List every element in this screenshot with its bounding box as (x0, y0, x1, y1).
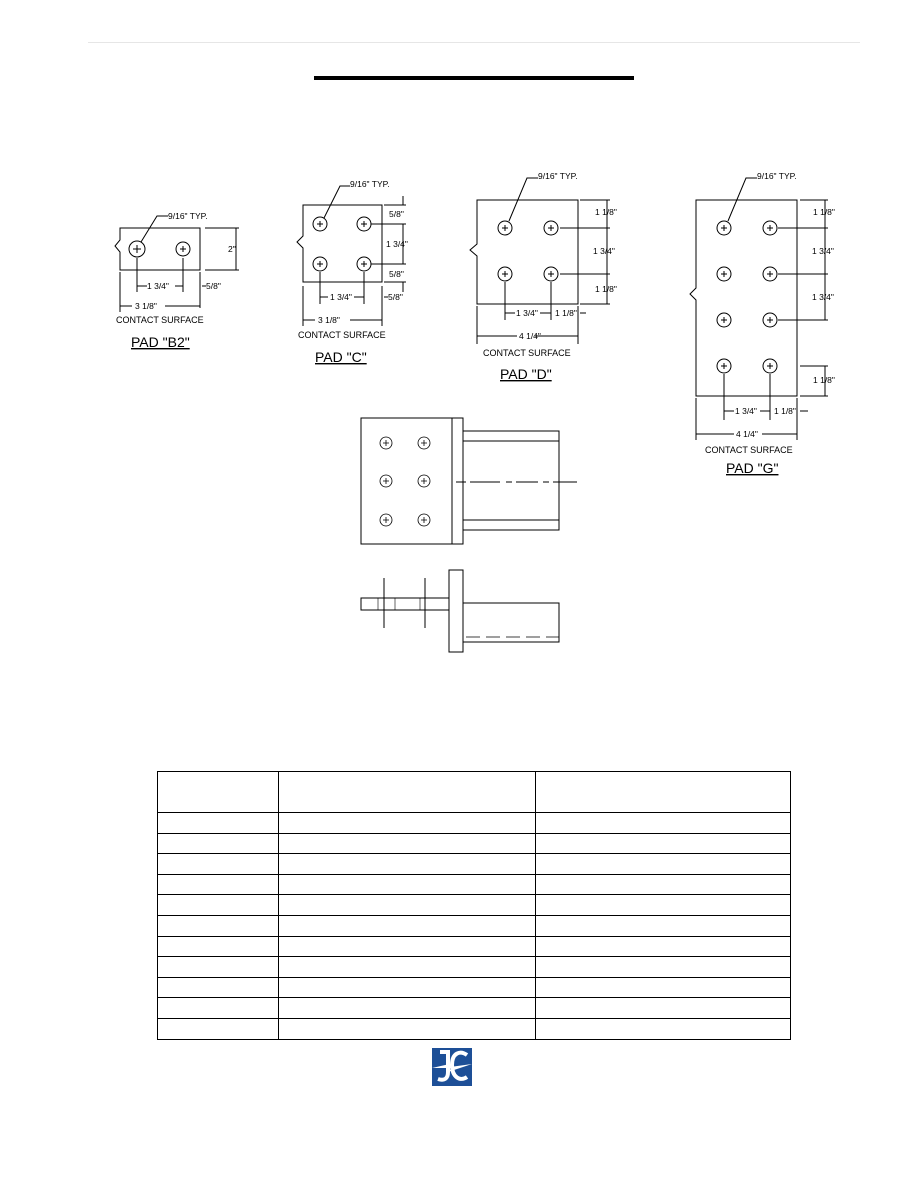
pad-g-contact: CONTACT SURFACE (705, 445, 793, 455)
pad-c-dim: 5/8" (389, 209, 404, 219)
pad-d-dim: 4 1/4" (519, 331, 541, 341)
table-cell (158, 936, 279, 957)
table-cell (536, 957, 791, 978)
pad-d-dim: 1 1/8" (555, 308, 577, 318)
table-cell (536, 895, 791, 916)
pad-c-dim: 1 3/4" (330, 292, 352, 302)
table-cell (279, 936, 536, 957)
table-row (158, 895, 791, 916)
table-row (158, 1018, 791, 1039)
company-logo (432, 1048, 472, 1086)
pad-b2-contact: CONTACT SURFACE (116, 315, 204, 325)
table-cell (158, 813, 279, 834)
pad-g-dim: 1 1/8" (813, 375, 835, 385)
table-cell (279, 854, 536, 875)
table-row (158, 833, 791, 854)
pad-d-hole-note: 9/16" TYP. (538, 171, 578, 181)
table-cell (158, 895, 279, 916)
table-cell (279, 957, 536, 978)
table-cell (158, 833, 279, 854)
pad-b2-label: PAD "B2" (131, 334, 190, 350)
pad-c-contact: CONTACT SURFACE (298, 330, 386, 340)
table-header-cell (158, 772, 279, 813)
table-row (158, 915, 791, 936)
pad-g-label: PAD "G" (726, 460, 779, 476)
table-cell (536, 915, 791, 936)
pad-b2-dim: 5/8" (206, 281, 221, 291)
table-cell (279, 977, 536, 998)
table-cell (158, 957, 279, 978)
pad-g-dim: 1 1/8" (813, 207, 835, 217)
table-cell (279, 813, 536, 834)
table-cell (279, 895, 536, 916)
table-cell (279, 998, 536, 1019)
pad-c-hole-note: 9/16" TYP. (350, 179, 390, 189)
pad-d-dim: 1 3/4" (516, 308, 538, 318)
pad-g-dim: 1 3/4" (735, 406, 757, 416)
pad-g-dim: 1 1/8" (774, 406, 796, 416)
pad-g-dim: 1 3/4" (812, 292, 834, 302)
data-table (157, 771, 791, 1040)
pad-d-drawing (470, 178, 610, 344)
assembly-side-view (361, 570, 559, 652)
pad-b2-dim: 3 1/8" (135, 301, 157, 311)
table-row (158, 998, 791, 1019)
pad-c-dim: 5/8" (388, 292, 403, 302)
pad-b2-drawing (115, 216, 239, 312)
table-header-cell (536, 772, 791, 813)
pad-g-dim: 1 3/4" (812, 246, 834, 256)
table-cell (536, 874, 791, 895)
pad-b2-dim: 2" (228, 244, 236, 254)
table-cell (279, 915, 536, 936)
table-cell (158, 977, 279, 998)
table-cell (279, 1018, 536, 1039)
table-cell (158, 998, 279, 1019)
table-cell (158, 874, 279, 895)
table-cell (536, 854, 791, 875)
table-cell (279, 833, 536, 854)
pad-d-dim: 1 3/4" (593, 246, 615, 256)
table-cell (536, 977, 791, 998)
table-cell (279, 874, 536, 895)
table-header-row (158, 772, 791, 813)
pad-d-dim: 1 1/8" (595, 284, 617, 294)
table-cell (158, 1018, 279, 1039)
table-header-cell (279, 772, 536, 813)
pad-d-dim: 1 1/8" (595, 207, 617, 217)
table-row (158, 813, 791, 834)
assembly-front-view (361, 418, 577, 544)
pad-d-contact: CONTACT SURFACE (483, 348, 571, 358)
table-cell (536, 936, 791, 957)
pad-c-dim: 5/8" (389, 269, 404, 279)
pad-c-drawing (297, 186, 406, 326)
pad-g-hole-note: 9/16" TYP. (757, 171, 797, 181)
pad-b2-hole-note: 9/16" TYP. (168, 211, 208, 221)
table-row (158, 957, 791, 978)
table-row (158, 977, 791, 998)
pad-g-dim: 4 1/4" (736, 429, 758, 439)
table-cell (158, 854, 279, 875)
jc-logo-icon (432, 1048, 472, 1086)
table-row (158, 936, 791, 957)
pad-d-label: PAD "D" (500, 366, 552, 382)
pad-c-dim: 1 3/4" (386, 239, 408, 249)
table-cell (536, 833, 791, 854)
pad-c-label: PAD "C" (315, 349, 367, 365)
table-row (158, 854, 791, 875)
table-cell (536, 998, 791, 1019)
pad-g-drawing (690, 178, 828, 440)
table-cell (536, 1018, 791, 1039)
table-cell (158, 915, 279, 936)
table-cell (536, 813, 791, 834)
pad-b2-dim: 1 3/4" (147, 281, 169, 291)
pad-c-dim: 3 1/8" (318, 315, 340, 325)
table-row (158, 874, 791, 895)
